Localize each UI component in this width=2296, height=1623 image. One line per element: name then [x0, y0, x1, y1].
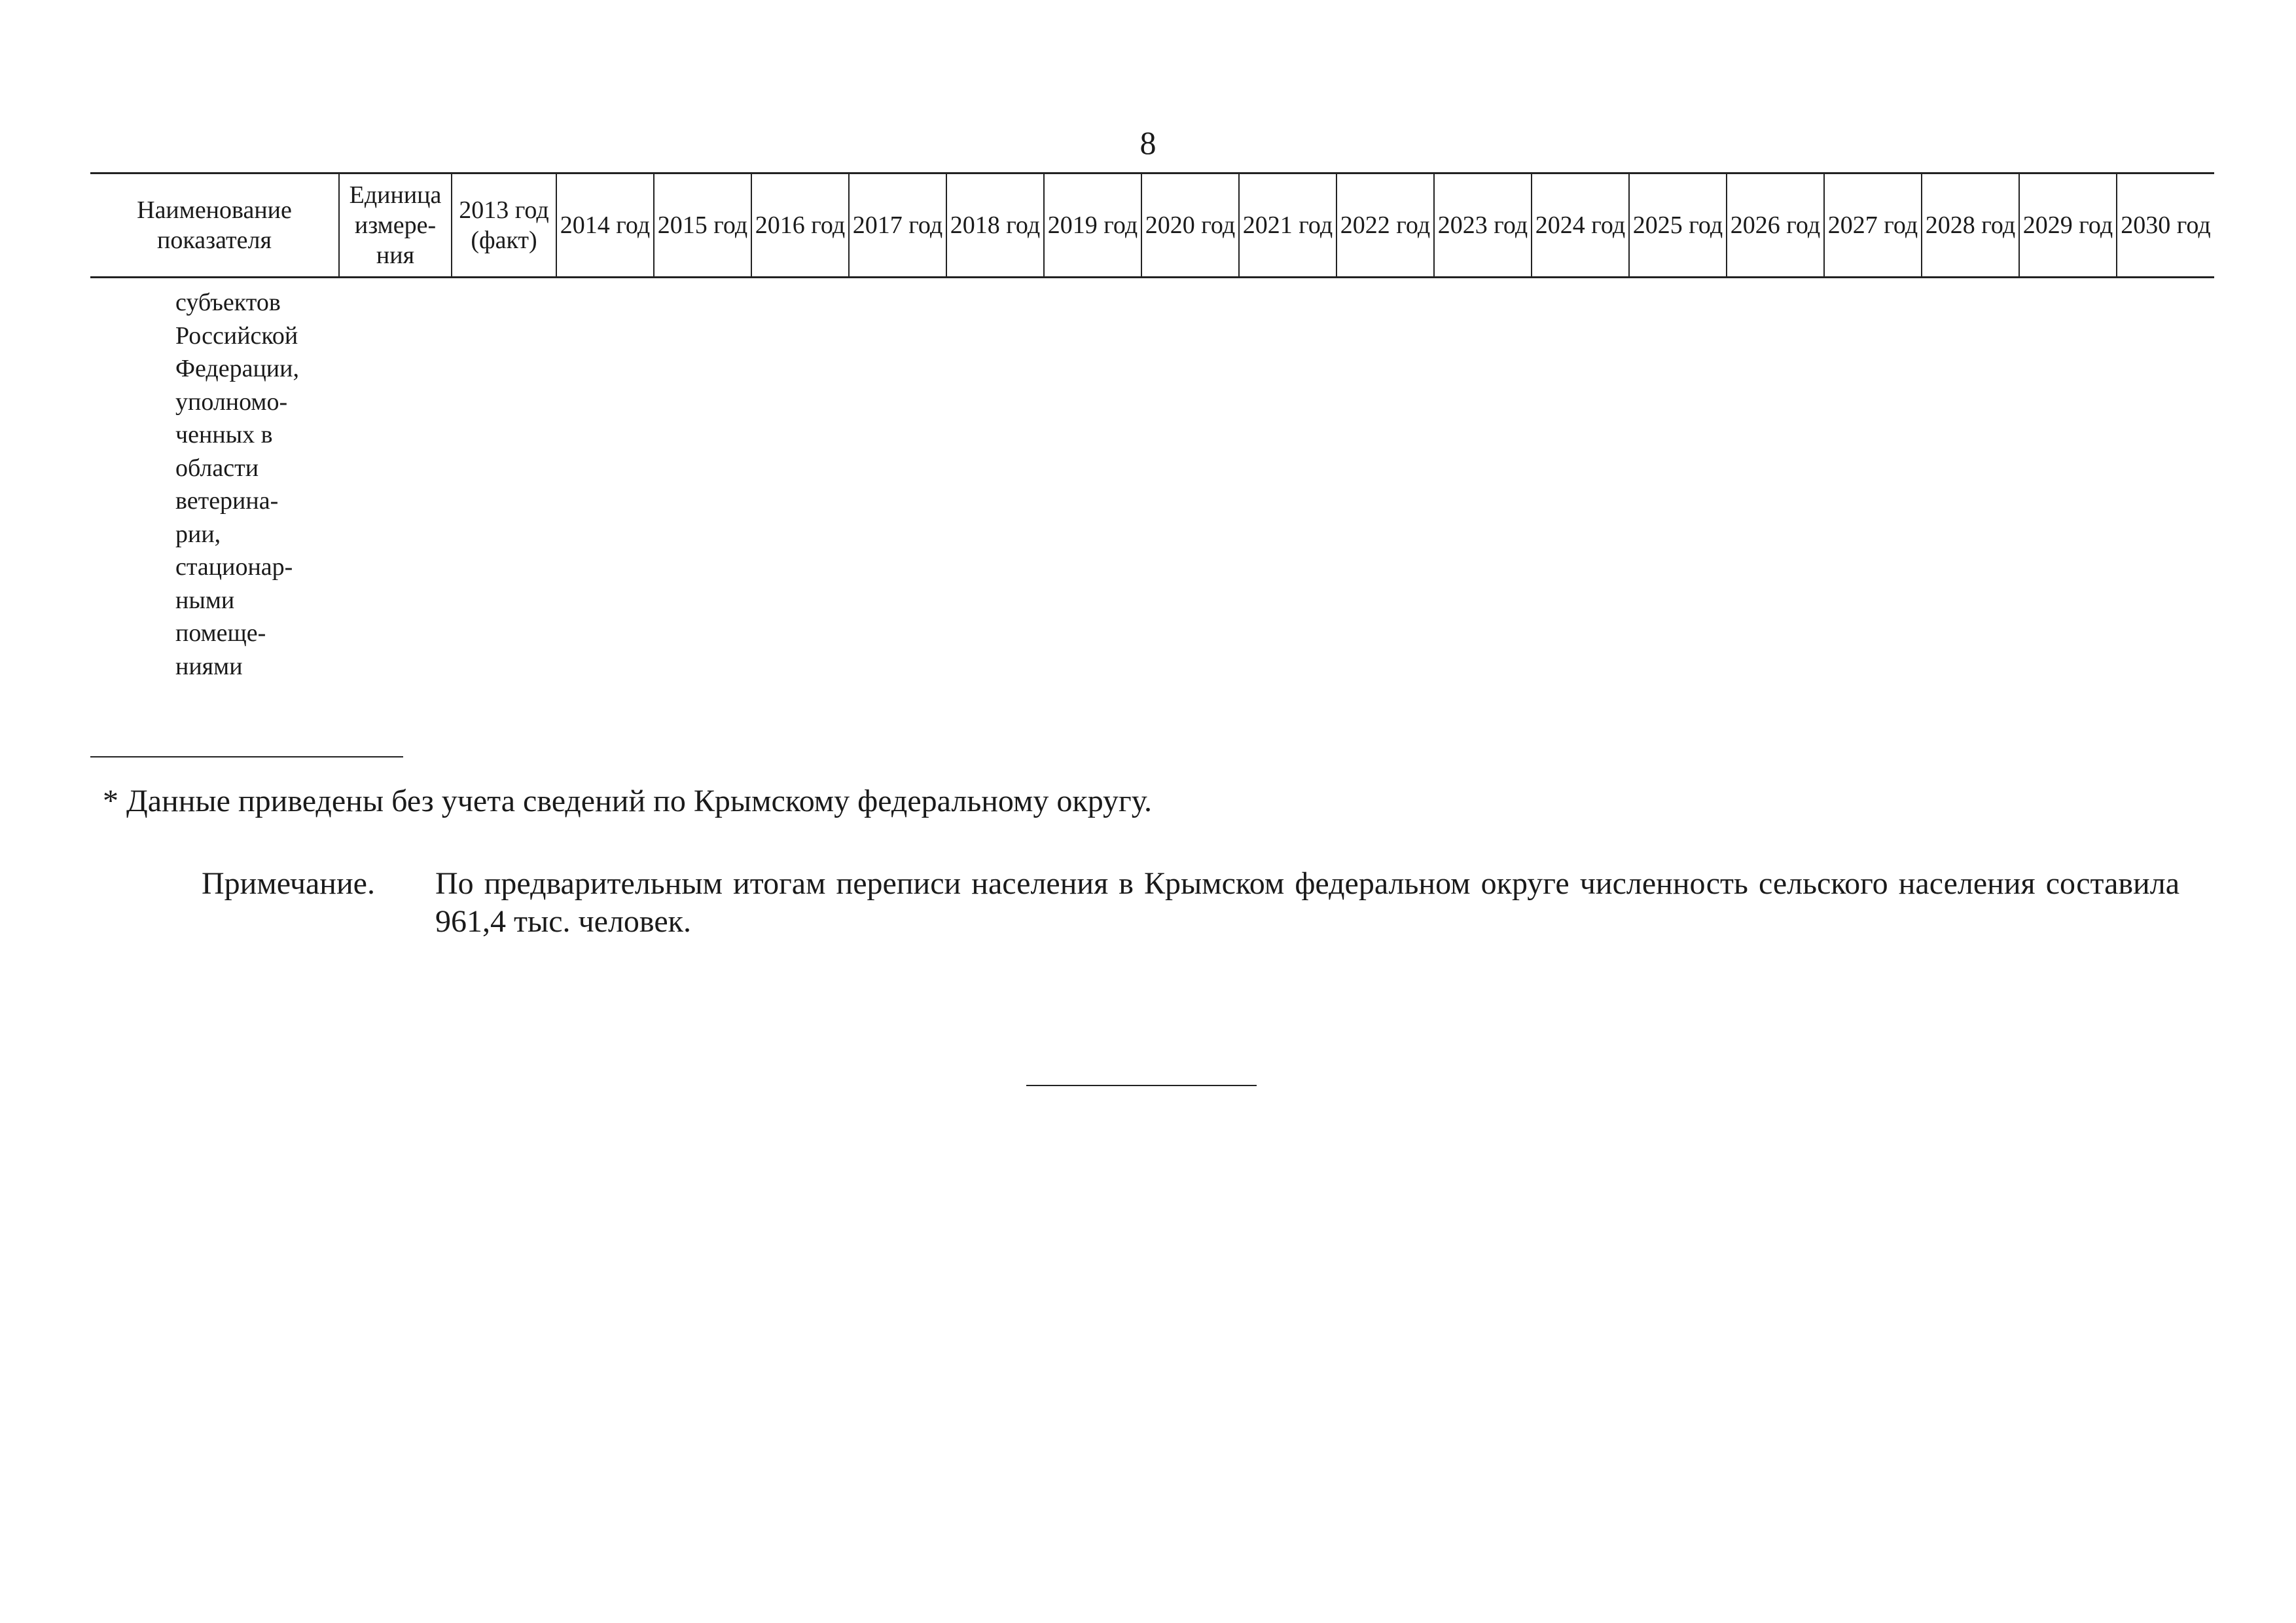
- indicator-table: [90, 172, 2217, 683]
- column-header-year-2023: 2023 год: [1434, 173, 1532, 278]
- column-header-year-2017: 2017 год: [849, 173, 946, 278]
- column-header-year-2024: 2024 год: [1532, 173, 1629, 278]
- value-cell: [1727, 278, 1824, 684]
- column-header-year-2027: 2027 год: [1824, 173, 1922, 278]
- value-cell: [1922, 278, 2019, 684]
- value-cell: [1532, 278, 1629, 684]
- footnote: * Данные приведены без учета сведений по Крымскому федеральному округу.: [103, 784, 1152, 818]
- column-header-year-2026: 2026 год: [1727, 173, 1824, 278]
- column-header-year-2020: 2020 год: [1141, 173, 1239, 278]
- value-cell: [751, 278, 849, 684]
- column-header-year-2019: 2019 год: [1044, 173, 1141, 278]
- column-header-year-2029: 2029 год: [2019, 173, 2117, 278]
- table-header-row: [90, 173, 2217, 278]
- value-cell: [654, 278, 751, 684]
- column-header-year-2021: 2021 год: [1239, 173, 1336, 278]
- column-header-year-2016: 2016 год: [751, 173, 849, 278]
- indicator-table-container: [90, 172, 2217, 683]
- value-cell: [1629, 278, 1727, 684]
- value-cell: [556, 278, 654, 684]
- value-cell: [2019, 278, 2117, 684]
- unit-cell: [339, 278, 452, 684]
- value-cell: [2117, 278, 2214, 684]
- value-cell-2013: [452, 278, 556, 684]
- column-header-unit: Единица измере-ния: [339, 173, 452, 278]
- column-header-year-2022: 2022 год: [1336, 173, 1434, 278]
- value-cell: [1336, 278, 1434, 684]
- column-header-year-2014: 2014 год: [556, 173, 654, 278]
- page-number: 8: [1139, 124, 1157, 161]
- table-row: [90, 278, 2217, 684]
- value-cell: [1239, 278, 1336, 684]
- value-cell: [2216, 278, 2218, 684]
- note-text: По предварительным итогам переписи населения в Крымском федеральном округе численность сельского населения составила 961,4 тыс. человек.: [435, 866, 2179, 939]
- column-header-year-2025: 2025 год: [1629, 173, 1727, 278]
- column-header-year-2030: 2030 год: [2117, 173, 2214, 278]
- footnote-divider: [90, 756, 403, 757]
- value-cell: [946, 278, 1044, 684]
- indicator-name-cell: субъектов Российской Федерации, уполномо- ченных в области ветерина- рии, стационар- ными помеще- ниями: [175, 289, 299, 680]
- column-header-indicator-name: Наименование показателя: [90, 173, 339, 278]
- value-cell: [849, 278, 946, 684]
- column-header-year-2028: 2028 год: [1922, 173, 2019, 278]
- value-cell: [1044, 278, 1141, 684]
- column-header-year-2015: 2015 год: [654, 173, 751, 278]
- note-label: Примечание.: [202, 866, 375, 901]
- end-of-document-divider: [1026, 1085, 1257, 1086]
- value-cell: [1434, 278, 1532, 684]
- value-cell: [1141, 278, 1239, 684]
- column-header-year-2013: 2013 год (факт): [452, 173, 556, 278]
- value-cell: [1824, 278, 1922, 684]
- column-header-year-2018: 2018 год: [946, 173, 1044, 278]
